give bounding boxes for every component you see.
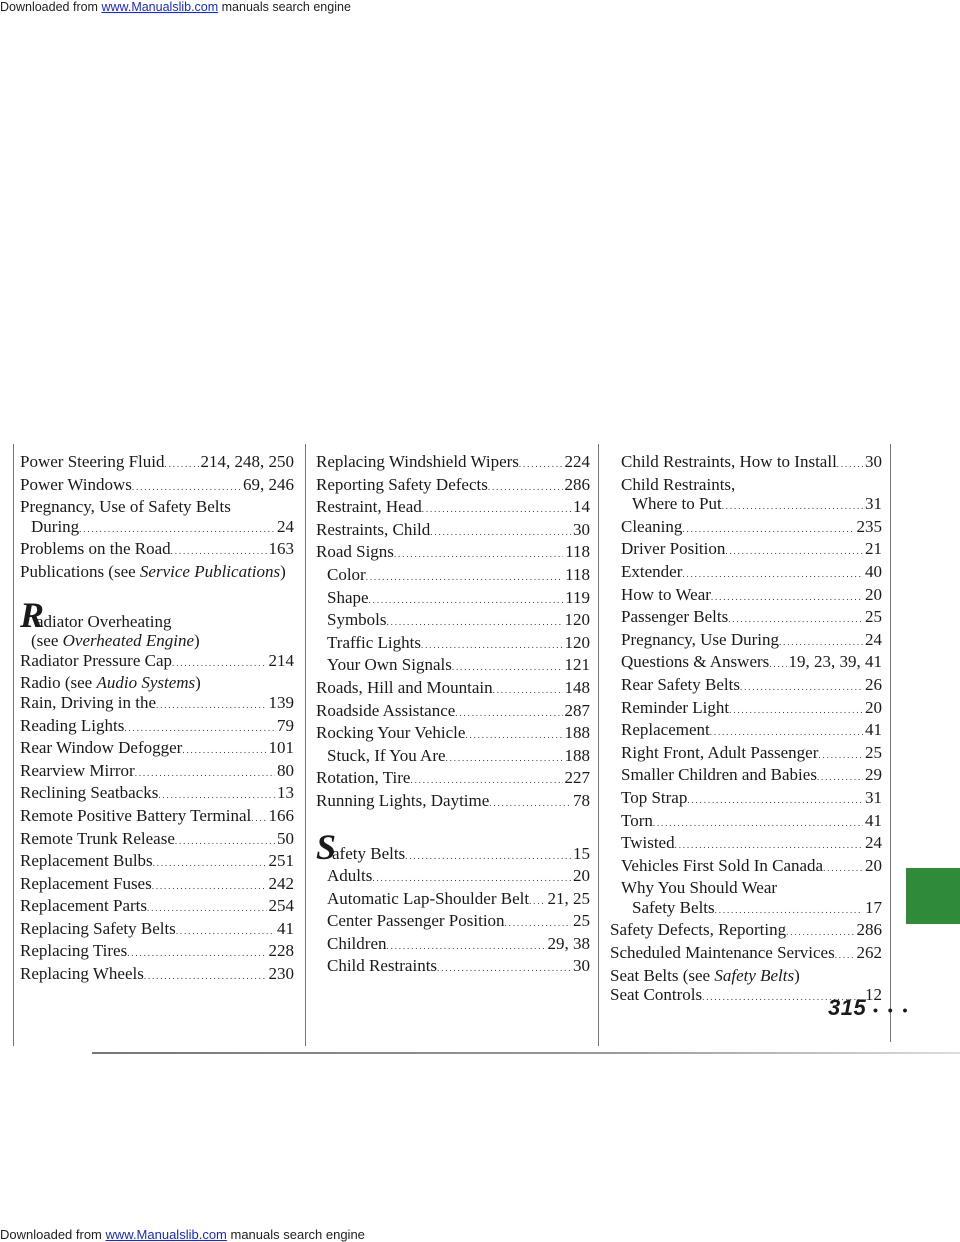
index-subentry: Cleaning . . . 235 — [610, 517, 882, 540]
index-entry: Rear Window Defogger . . . 101 — [20, 738, 294, 761]
banner-link[interactable]: www.Manualslib.com — [101, 0, 219, 14]
index-subentry: Automatic Lap-Shoulder Belt . . . 21, 25 — [316, 889, 590, 912]
index-entry-see: Seat Belts (see Safety Belts) — [610, 965, 800, 985]
bottom-rule — [92, 1052, 960, 1054]
index-subentry: Stuck, If You Are . . . 188 — [316, 746, 590, 769]
footer-link[interactable]: www.Manualslib.com — [105, 1227, 227, 1242]
index-column-3 — [610, 452, 882, 1008]
index-subentry-see: (see Overheated Engine) — [31, 631, 200, 651]
index-entry: Safety Defects, Reporting . . . 286 — [610, 920, 882, 943]
index-subentry: Symbols . . . 120 — [316, 610, 590, 633]
index-entry: Rain, Driving in the . . . 139 — [20, 693, 294, 716]
index-entry: Reading Lights . . . 79 — [20, 716, 294, 739]
index-subentry: Where to Put . . . 31 — [610, 494, 882, 517]
index-entry: Rearview Mirror . . . 80 — [20, 761, 294, 784]
section-tab-marker — [906, 868, 960, 924]
index-entry: Replacing Safety Belts . . . 41 — [20, 919, 294, 942]
index-subentry: Rear Safety Belts . . . 26 — [610, 675, 882, 698]
index-entry: Restraints, Child . . . 30 — [316, 520, 590, 543]
index-subentry: Smaller Children and Babies . . . 29 — [610, 765, 882, 788]
index-entry: Remote Trunk Release . . . 50 — [20, 829, 294, 852]
index-entry: Replacing Wheels . . . 230 — [20, 964, 294, 987]
banner-prefix: Downloaded from — [0, 0, 102, 14]
index-subentry: Your Own Signals . . . 121 — [316, 655, 590, 678]
index-entry: Restraint, Head . . . 14 — [316, 497, 590, 520]
index-subentry: Adults . . . 20 — [316, 866, 590, 889]
index-subentry: Driver Position . . . 21 — [610, 539, 882, 562]
column-divider-2 — [598, 444, 599, 1046]
index-entry: Remote Positive Battery Terminal . . . 166 — [20, 806, 294, 829]
left-margin-rule — [13, 444, 14, 1046]
page-number: 315 • • • — [828, 995, 911, 1020]
index-subentry: Torn . . . 41 — [610, 811, 882, 834]
index-subentry: Shape . . . 119 — [316, 588, 590, 611]
page-number-dots: • • • — [872, 1002, 911, 1018]
index-subentry: Replacement . . . 41 — [610, 720, 882, 743]
index-entry: Replacing Tires . . . 228 — [20, 941, 294, 964]
index-entry-heading: Pregnancy, Use of Safety Belts — [20, 497, 231, 517]
right-margin-rule — [890, 444, 891, 1042]
index-subentry-heading: Why You Should Wear — [621, 878, 778, 898]
index-entry: Power Windows . . . 69, 246 — [20, 475, 294, 498]
index-subentry: Safety Belts . . . 17 — [610, 898, 882, 921]
index-entry: Replacing Windshield Wipers . . . 224 — [316, 452, 590, 475]
index-entry: Running Lights, Daytime . . . 78 — [316, 791, 590, 814]
index-subentry: Top Strap . . . 31 — [610, 788, 882, 811]
index-subentry: Passenger Belts . . . 25 — [610, 607, 882, 630]
index-subentry-heading: Child Restraints, — [621, 474, 736, 494]
index-subentry: Child Restraints, How to Install . . . 30 — [610, 452, 882, 475]
column-divider-1 — [305, 444, 306, 1046]
index-entry: Replacement Parts . . . 254 — [20, 896, 294, 919]
index-entry: Radiator Pressure Cap . . . 214 — [20, 651, 294, 674]
index-subentry: Pregnancy, Use During . . . 24 — [610, 630, 882, 653]
index-subentry: Color . . . 118 — [316, 565, 590, 588]
index-column-2 — [316, 452, 590, 979]
index-subentry: During . . . 24 — [20, 517, 294, 540]
index-subentry: Vehicles First Sold In Canada . . . 20 — [610, 856, 882, 879]
index-subentry: How to Wear . . . 20 — [610, 585, 882, 608]
index-entry: Scheduled Maintenance Services . . . 262 — [610, 943, 882, 966]
index-entry: Road Signs . . . 118 — [316, 542, 590, 565]
footer-suffix: manuals search engine — [226, 1227, 365, 1242]
index-entry: Replacement Bulbs . . . 251 — [20, 851, 294, 874]
index-subentry: Traffic Lights . . . 120 — [316, 633, 590, 656]
index-subentry: Twisted . . . 24 — [610, 833, 882, 856]
banner-suffix: manuals search engine — [218, 0, 351, 14]
index-entry: Seat Controls . . . 12 — [610, 985, 882, 1008]
index-subentry: Right Front, Adult Passenger . . . 25 — [610, 743, 882, 766]
download-banner — [0, 0, 351, 14]
index-subentry: Center Passenger Position . . . 25 — [316, 911, 590, 934]
index-subentry: Child Restraints . . . 30 — [316, 956, 590, 979]
index-entry: Replacement Fuses . . . 242 — [20, 874, 294, 897]
index-entry: Roads, Hill and Mountain . . . 148 — [316, 678, 590, 701]
drop-cap-s: S — [316, 826, 337, 867]
index-entry: Rocking Your Vehicle . . . 188 — [316, 723, 590, 746]
index-subentry: Extender . . . 40 — [610, 562, 882, 585]
index-column-1 — [20, 452, 294, 987]
letter-section-s: Safety Belts . . . 15 — [316, 832, 590, 867]
index-entry-see: Radio (see Audio Systems) — [20, 673, 201, 693]
footer-prefix: Downloaded from — [0, 1227, 106, 1242]
index-entry: Problems on the Road . . . 163 — [20, 539, 294, 562]
index-entry: Reclining Seatbacks . . . 13 — [20, 783, 294, 806]
index-entry: Power Steering Fluid . . . 214, 248, 250 — [20, 452, 294, 475]
index-subentry: Questions & Answers . . . 19, 23, 39, 41 — [610, 652, 882, 675]
drop-cap-r: R — [20, 594, 45, 635]
letter-section-r: Radiator Overheating — [20, 594, 172, 635]
index-subentry: Children . . . 29, 38 — [316, 934, 590, 957]
index-entry: Rotation, Tire . . . 227 — [316, 768, 590, 791]
download-footer — [0, 1227, 365, 1242]
index-entry: Reporting Safety Defects . . . 286 — [316, 475, 590, 498]
index-entry-see: Publications (see Service Publications) — [20, 561, 286, 581]
index-entry: Roadside Assistance . . . 287 — [316, 701, 590, 724]
index-subentry: Reminder Light . . . 20 — [610, 698, 882, 721]
